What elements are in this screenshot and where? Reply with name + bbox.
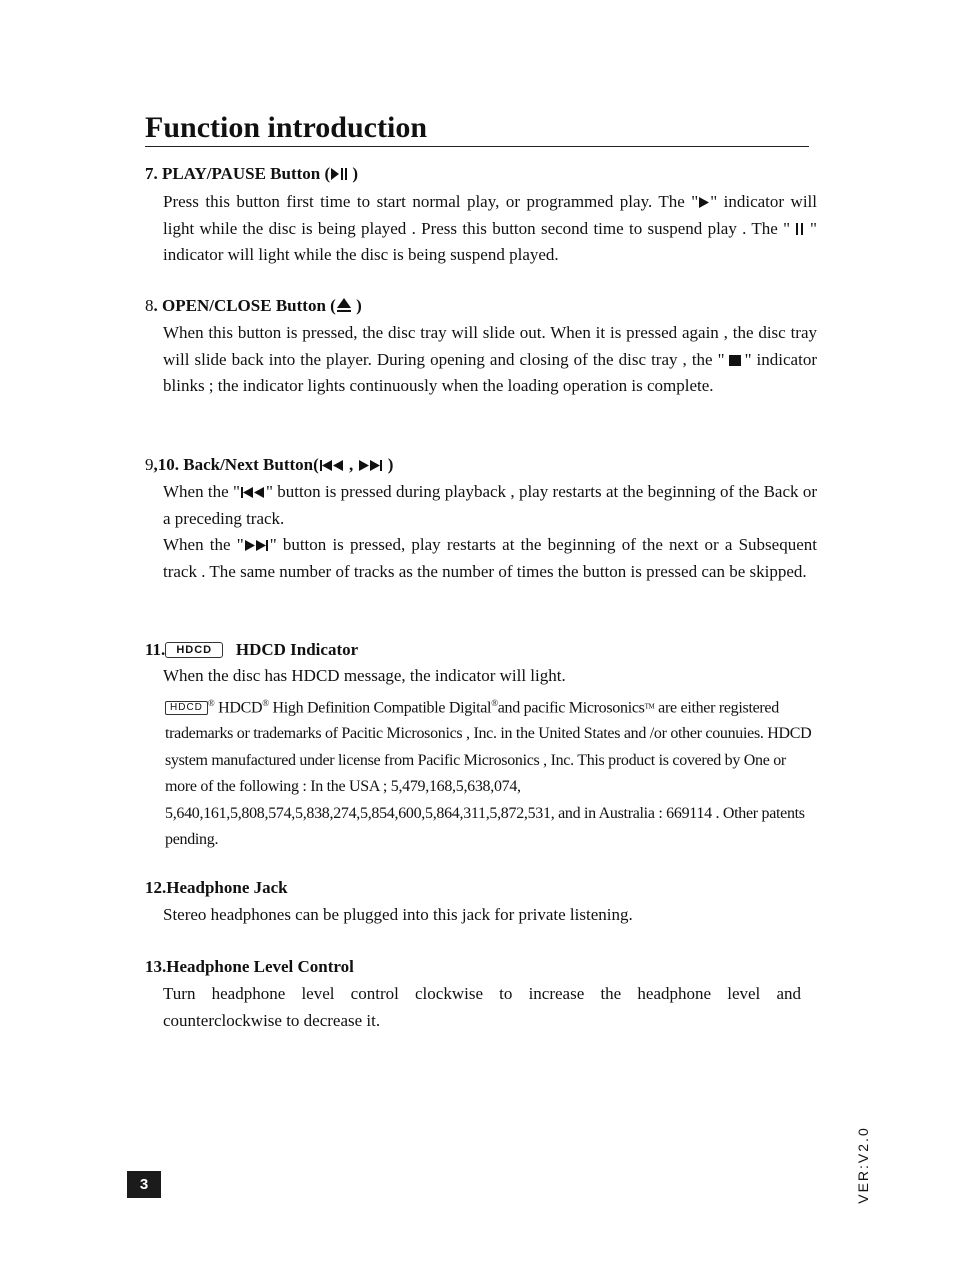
hdcd-logo-icon: HDCD [165, 701, 208, 715]
hdcd-legal-text: HDCD ® HDCD® High Definition Compatible Digital®and pacific Microsonics™ are either registered trademarks or trademarks of Pacitic Microsonics , Inc. in the United States and /or other counuies. HDCD system manufactured under license from Pacific Microsonics , Inc. This product is covered by One or more of the following : In the USA ; 5,479,168,5,638,074, 5,640,161,5,808,574,5,838,274,5,854,600,5,864,311,5,872,531, and in Australia : 669114 . Other patents pending. [165, 697, 812, 849]
pause-icon [792, 222, 808, 236]
page-number: 3 [127, 1171, 161, 1198]
section-back-next [145, 452, 817, 585]
next-track-icon [358, 459, 384, 472]
section-headphone-jack [145, 875, 817, 929]
section-body: When the disc has HDCD message, the indicator will light. [163, 666, 566, 685]
section-heading: 9,10. Back/Next Button( , ) [145, 455, 394, 474]
section-heading: 12.Headphone Jack [145, 878, 288, 897]
section-body: When this button is pressed, the disc tray will slide out. When it is pressed again , the disc tray will slide back into the player. During opening and closing of the disc tray , the " " indicator blinks ; the indicator lights continuously when the loading operation is complete. [163, 323, 817, 395]
section-body: Stereo headphones can be plugged into this jack for private listening. [163, 905, 633, 924]
next-track-icon [244, 539, 270, 552]
previous-track-icon [240, 486, 266, 499]
play-pause-icon [330, 167, 348, 181]
section-open-close [145, 293, 817, 400]
section-body-back: When the " " button is pressed during playback , play restarts at the beginning of the Back or a preceding track. [163, 482, 817, 528]
page-title: Function introduction [145, 110, 809, 147]
section-body: Turn headphone level control clockwise to increase the headphone level and counterclockwise to decrease it. [163, 984, 801, 1030]
previous-track-icon [319, 459, 345, 472]
section-play-pause [145, 161, 817, 269]
section-body: Press this button first time to start normal play, or programmed play. The " " indicator will light while the disc is being played . Press this button second time to suspend play . The " " indicator will light while the disc is being suspend played. [163, 192, 817, 264]
play-icon [698, 196, 710, 209]
section-heading: 7. PLAY/PAUSE Button ( ) [145, 164, 359, 183]
hdcd-logo-icon: HDCD [165, 642, 223, 658]
section-heading: 13.Headphone Level Control [145, 957, 354, 976]
stop-square-icon [728, 354, 742, 367]
section-heading: 8. OPEN/CLOSE Button ( ) [145, 296, 362, 315]
eject-icon [336, 297, 352, 313]
section-heading: 11. HDCD HDCD Indicator [145, 640, 359, 659]
version-label: VER:V2.0 [855, 1126, 871, 1204]
section-headphone-level [145, 954, 801, 1034]
section-body-next: When the " " button is pressed, play restarts at the beginning of the next or a Subsequent track . The same number of tracks as the number of times the button is pressed can be skipped. [163, 535, 817, 581]
section-hdcd [145, 637, 817, 854]
